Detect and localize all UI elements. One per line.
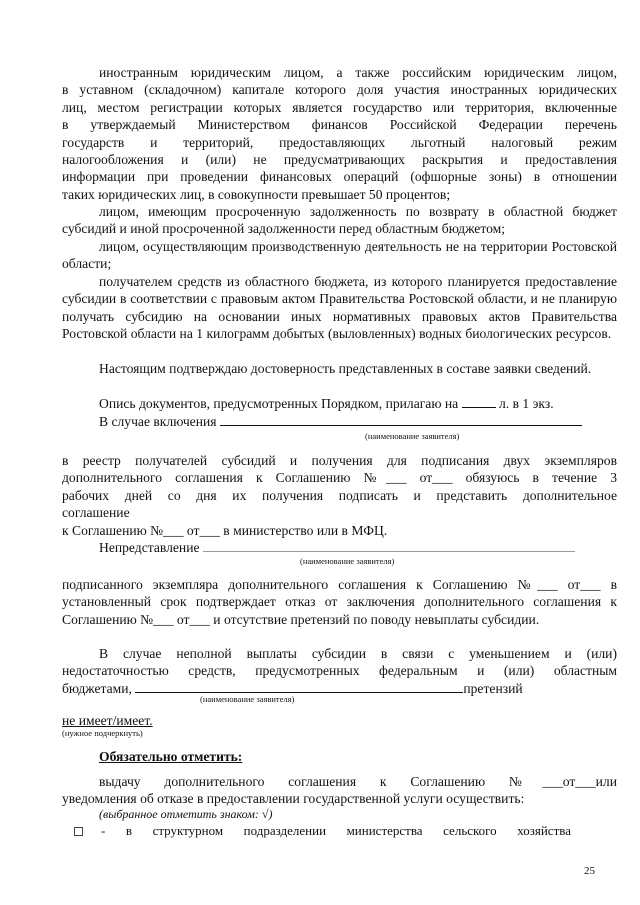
text-line: в утверждаемый Министерством финансов Российской Федерации перечень	[62, 117, 617, 133]
text-line: иностранным юридическим лицом, а также российским юридическим лицом,	[99, 65, 617, 80]
option-label: - в структурном подразделении министерства сельского хозяйства	[101, 823, 571, 839]
text-line: лиц, местом регистрации которых является государство или территория, включенные	[62, 99, 617, 115]
inventory-line	[62, 395, 617, 412]
applicant-caption-3: (наименование заявителя)	[200, 694, 295, 704]
text-line: В случае неполной выплаты субсидии в связи с уменьшением и (или)	[99, 646, 617, 661]
applicant-caption: (наименование заявителя)	[365, 431, 460, 441]
text-line: рабочих дней со дня их получения подписать и представить дополнительное	[62, 487, 617, 503]
text-line: уведомления об отказе в предоставлении государственной услуги осуществить:	[62, 791, 525, 807]
text-line: государств и территорий, предоставляющих льготный налоговый режим	[62, 134, 617, 150]
paragraph-text: подписанного экземпляра дополнительного соглашения к Соглашению №___ от___ в установленный срок подтверждает отказ от заключения дополнительного соглашения к Соглашению №___ от___ и отсутствие претензий по поводу невыплаты субсидии.	[62, 577, 617, 627]
claims-choice-text[interactable]: не имеет/имеет.	[62, 713, 153, 728]
inclusion-label: В случае включения	[99, 414, 217, 429]
must-note-heading: Обязательно отметить:	[99, 749, 243, 764]
paragraph-budget-recipient	[62, 273, 617, 343]
text-line: таких юридических лиц, в совокупности превышает 50 процентов;	[62, 186, 451, 202]
inventory-text: Опись документов, предусмотренных Порядком, прилагаю на	[99, 396, 462, 411]
text-line: в реестр получателей субсидий и получения для подписания двух экземпляров	[62, 453, 617, 468]
applicant-name-blank[interactable]	[220, 413, 582, 426]
paragraph-registry	[62, 452, 617, 539]
text-line: дополнительного соглашения к Соглашению №___ от___ обязуюсь в течение 3	[62, 470, 617, 486]
choose-note: (выбранное отметить знаком: √)	[99, 807, 273, 821]
text-line: к Соглашению №___ от___ в министерство или в МФЦ.	[62, 522, 388, 538]
paragraph-text: получателем средств из областного бюджета, из которого планируется предоставление субсидии в соответствии с правовым актом Правительства Ростовской области, и не планирую получать субсидию на основании иных нормативных правовых актов Правительства Ростовской области на 1 килограмм добытых (выловленных) водных биологических ресурсов.	[62, 274, 617, 342]
paragraph-partial-payment	[62, 645, 617, 680]
text-line: в уставном (складочном) капитале которого доля участия иностранных юридических	[62, 82, 617, 98]
budgets-line	[62, 680, 617, 697]
text-line: выдачу дополнительного соглашения к Соглашению №___от___или	[99, 774, 617, 789]
paragraph-text: Настоящим подтверждаю достоверность представленных в составе заявки сведений.	[99, 361, 592, 376]
option-structural-unit	[62, 821, 617, 840]
nonsubmission-line	[62, 539, 617, 556]
option-checkbox[interactable]	[74, 827, 83, 836]
claims-label: претензий	[463, 681, 523, 696]
pages-count-blank[interactable]	[462, 395, 496, 408]
paragraph-overdue-debt	[62, 203, 617, 238]
applicant-name-blank-2[interactable]	[203, 539, 575, 552]
inclusion-line	[62, 413, 617, 430]
budgets-label: бюджетами,	[62, 681, 136, 696]
applicant-caption-2: (наименование заявителя)	[300, 556, 395, 566]
page-number: 25	[584, 865, 595, 877]
underline-caption: (нужное подчеркнуть)	[62, 728, 143, 738]
must-note-row	[99, 748, 640, 765]
applicant-name-blank-3[interactable]	[135, 680, 463, 693]
paragraph-confirmation	[62, 360, 617, 377]
text-line: налогообложения и (или) не предусматривающих раскрытия и предоставления	[62, 152, 617, 168]
inventory-suffix: л. в 1 экз.	[495, 396, 554, 411]
text-line: соглашение	[62, 505, 130, 521]
text-line: информации при проведении финансовых операций (офшорные зоны) в отношении	[62, 169, 617, 185]
paragraph-text: лицом, осуществляющим производственную деятельность не на территории Ростовской области;	[62, 239, 617, 272]
paragraph-production	[62, 238, 617, 273]
paragraph-foreign-entity	[62, 64, 617, 203]
paragraph-nonsubmission	[62, 576, 617, 628]
claims-choice	[62, 712, 617, 729]
text-line: недостаточностью средств, предусмотренных федеральным и (или) областным	[62, 663, 617, 679]
nonsubmission-label: Непредставление	[99, 540, 200, 555]
paragraph-issue	[62, 773, 617, 808]
paragraph-text: лицом, имеющим просроченную задолженность по возврату в областной бюджет субсидий и иной просроченной задолженности перед областным бюджетом;	[62, 204, 617, 237]
